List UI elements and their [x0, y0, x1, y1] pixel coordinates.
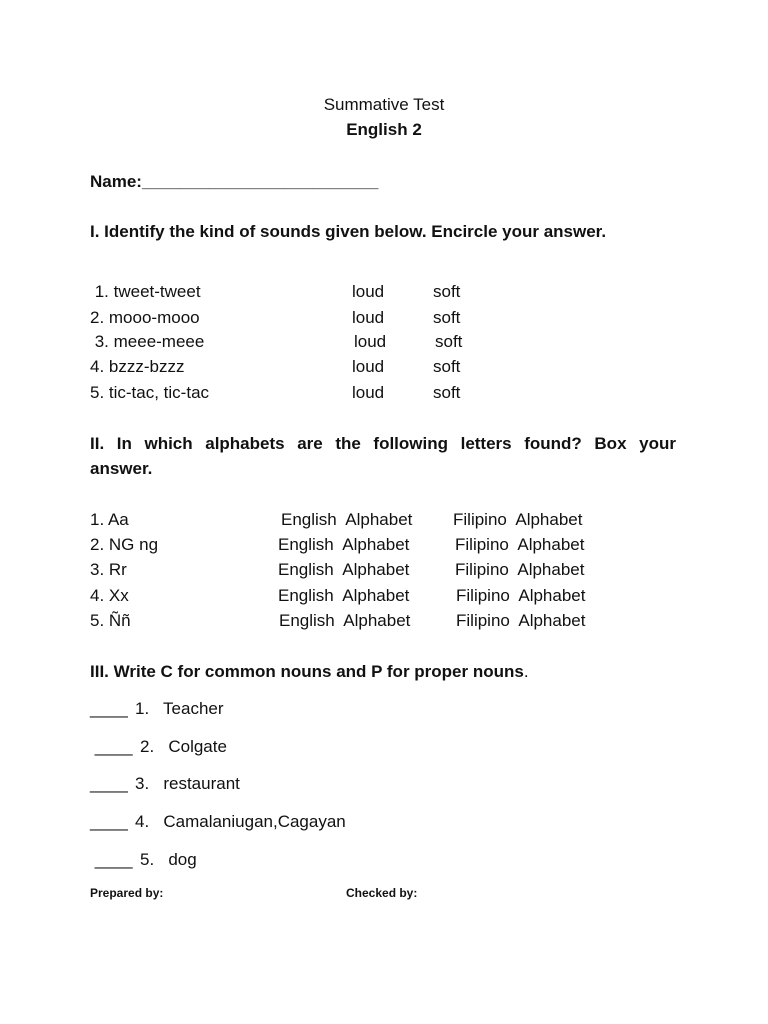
item-text: 2. mooo-mooo: [90, 308, 200, 327]
option-soft[interactable]: soft: [433, 357, 461, 376]
subject-title: English 2: [346, 120, 422, 139]
option-loud[interactable]: loud: [352, 383, 385, 402]
item-text: 3. restaurant: [135, 774, 240, 793]
answer-blank[interactable]: ____: [90, 737, 133, 756]
option-filipino-alphabet[interactable]: Filipino Alphabet: [456, 611, 586, 630]
instruction-word: letters: [460, 434, 512, 453]
instruction-word: the: [335, 434, 361, 453]
option-filipino-alphabet[interactable]: Filipino Alphabet: [453, 510, 583, 529]
part3-instruction: [90, 662, 529, 682]
item-text: 2. NG ng: [90, 535, 159, 554]
option-english-alphabet[interactable]: English Alphabet: [278, 586, 410, 605]
item-text: 4. Xx: [90, 586, 129, 605]
item-text: 1. Aa: [90, 510, 129, 529]
instruction-word: alphabets: [205, 434, 285, 453]
option-soft[interactable]: soft: [435, 332, 463, 351]
answer-blank[interactable]: ____: [90, 774, 128, 793]
option-loud[interactable]: loud: [354, 332, 387, 351]
prepared-by-label: Prepared by:: [90, 886, 164, 900]
part3-instruction-period: .: [523, 662, 529, 681]
item-text: 3. Rr: [90, 560, 127, 579]
option-filipino-alphabet[interactable]: Filipino Alphabet: [456, 586, 586, 605]
part2-instruction: [90, 434, 676, 454]
item-text: 3. meee-meee: [90, 332, 205, 351]
answer-blank[interactable]: ____: [90, 850, 133, 869]
part2-instruction-line2: answer.: [90, 459, 153, 478]
option-english-alphabet[interactable]: English Alphabet: [281, 510, 413, 529]
item-text: 2. Colgate: [140, 737, 227, 756]
answer-blank[interactable]: ____: [90, 699, 128, 718]
instruction-word: Box: [594, 434, 627, 453]
option-english-alphabet[interactable]: English Alphabet: [279, 611, 411, 630]
option-soft[interactable]: soft: [433, 282, 461, 301]
item-text: 5. tic-tac, tic-tac: [90, 383, 210, 402]
item-text: 5. dog: [140, 850, 197, 869]
item-text: 1. Teacher: [135, 699, 224, 718]
option-english-alphabet[interactable]: English Alphabet: [278, 535, 410, 554]
answer-blank[interactable]: ____: [90, 812, 128, 831]
option-loud[interactable]: loud: [352, 357, 385, 376]
option-soft[interactable]: soft: [433, 383, 461, 402]
option-loud[interactable]: loud: [352, 282, 385, 301]
option-filipino-alphabet[interactable]: Filipino Alphabet: [455, 560, 585, 579]
instruction-word: your: [639, 434, 676, 453]
test-title: Summative Test: [323, 95, 445, 114]
instruction-word: following: [373, 434, 448, 453]
name-field-label: Name:_________________________: [90, 172, 379, 191]
item-text: 1. tweet-tweet: [90, 282, 201, 301]
option-filipino-alphabet[interactable]: Filipino Alphabet: [455, 535, 585, 554]
option-soft[interactable]: soft: [433, 308, 461, 327]
instruction-word: are: [297, 434, 323, 453]
instruction-word: found?: [524, 434, 582, 453]
option-english-alphabet[interactable]: English Alphabet: [278, 560, 410, 579]
option-loud[interactable]: loud: [352, 308, 385, 327]
item-text: 4. Camalaniugan,Cagayan: [135, 812, 346, 831]
item-text: 5. Ññ: [90, 611, 131, 630]
instruction-word: II.: [90, 434, 105, 453]
instruction-word: In: [116, 434, 132, 453]
part1-instruction: I. Identify the kind of sounds given below. Encircle your answer.: [90, 222, 607, 241]
instruction-word: which: [144, 434, 193, 453]
item-text: 4. bzzz-bzzz: [90, 357, 185, 376]
part3-instruction-text: III. Write C for common nouns and P for proper nouns: [90, 662, 524, 681]
checked-by-label: Checked by:: [346, 886, 418, 900]
